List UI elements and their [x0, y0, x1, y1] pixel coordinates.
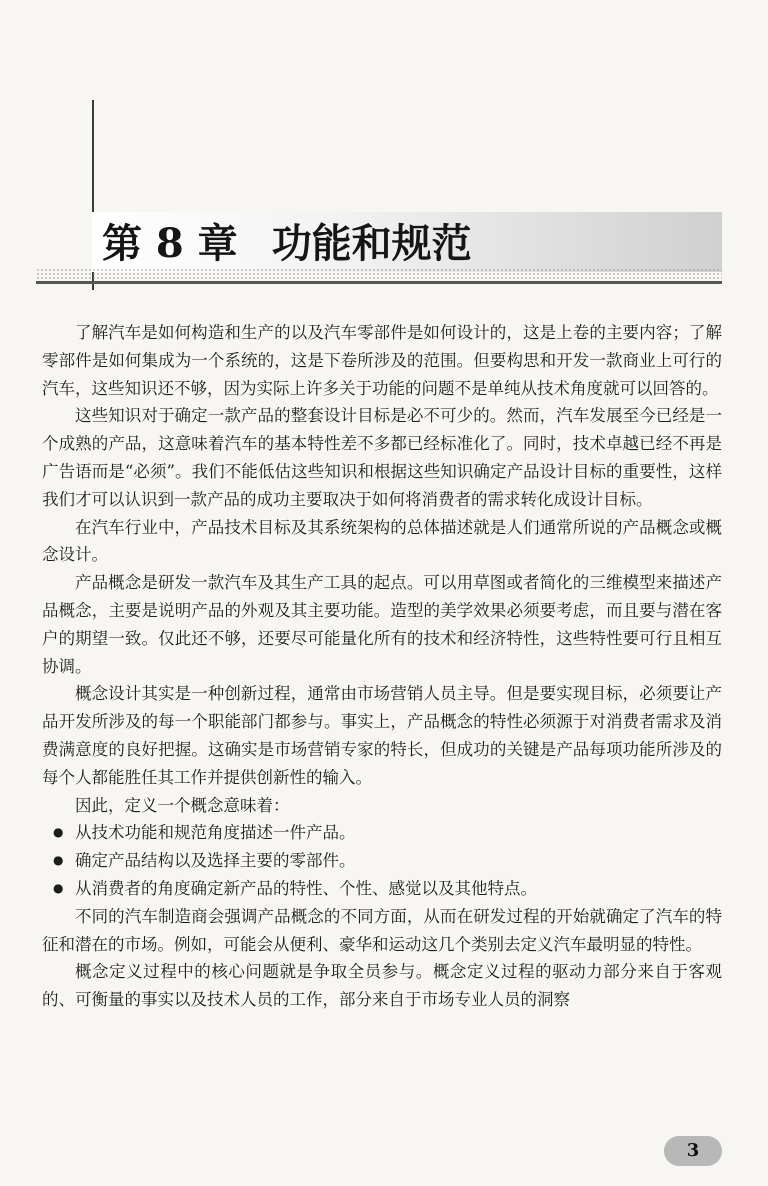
paragraph: 产品概念是研发一款汽车及其生产工具的起点。可以用草图或者简化的三维模型来描述产品概念，主要是说明产品的外观及其主要功能。造型的美学效果必须要考虑，而且要与潜在客户的期望一致。仅此还不够，还要尽可能量化所有的技术和经济特性，这些特性要可行且相互协调。 [42, 573, 722, 676]
chapter-title: 功能和规范 [271, 220, 472, 267]
paragraph: 不同的汽车制造商会强调产品概念的不同方面，从而在研发过程的开始就确定了汽车的特征和潜在的市场。例如，可能会从便利、豪华和运动这几个类别去定义汽车最明显的特性。 [42, 906, 722, 954]
list-item [42, 847, 722, 875]
body-text [42, 319, 722, 1014]
chapter-dotted-rule [36, 268, 722, 280]
chapter-number: 第 8 章 [102, 220, 238, 267]
paragraph: 概念设计其实是一种创新过程，通常由市场营销人员主导。但是要实现目标，必须要让产品开发所涉及的每一个职能部门都参与。事实上，产品概念的特性必须源于对消费者需求及消费满意度的良好把握。这确实是市场营销专家的特长，但成功的关键是产品每项功能所涉及的每个人都能胜任其工作并提供创新性的输入。 [42, 684, 722, 787]
page-number: 3 [664, 1136, 722, 1166]
bullet-icon: ● [53, 880, 64, 895]
paragraph: 概念定义过程中的核心问题就是争取全员参与。概念定义过程的驱动力部分来自于客观的、可衡量的事实以及技术人员的工作，部分来自于市场专业人员的洞察 [42, 962, 722, 1010]
list-item-text: 从技术功能和规范角度描述一件产品。 [75, 823, 356, 843]
bullet-icon: ● [53, 853, 64, 868]
bullet-icon: ● [53, 825, 64, 840]
list-item [42, 819, 722, 847]
list-item [42, 875, 722, 903]
chapter-underline-rule [36, 281, 722, 284]
list-item-text: 从消费者的角度确定新产品的特性、个性、感觉以及其他特点。 [75, 878, 537, 898]
paragraph: 在汽车行业中，产品技术目标及其系统架构的总体描述就是人们通常所说的产品概念或概念设计。 [42, 517, 722, 565]
chapter-heading [102, 218, 472, 270]
paragraph: 这些知识对于确定一款产品的整套设计目标是必不可少的。然而，汽车发展至今已经是一个成熟的产品，这意味着汽车的基本特性差不多都已经标准化了。同时，技术卓越已经不再是广告语而是“必须”。我们不能低估这些知识和根据这些知识确定产品设计目标的重要性，这样我们才可以认识到一款产品的成功主要取决于如何将消费者的需求转化成设计目标。 [42, 406, 722, 509]
list-item-text: 确定产品结构以及选择主要的零部件。 [75, 851, 356, 871]
paragraph: 了解汽车是如何构造和生产的以及汽车零部件是如何设计的，这是上卷的主要内容；了解零部件是如何集成为一个系统的，这是下卷所涉及的范围。但要构思和开发一款商业上可行的汽车，这些知识还不够，因为实际上许多关于功能的问题不是单纯从技术角度就可以回答的。 [42, 323, 722, 398]
bullet-list [42, 819, 722, 902]
paragraph: 因此，定义一个概念意味着： [75, 795, 290, 815]
